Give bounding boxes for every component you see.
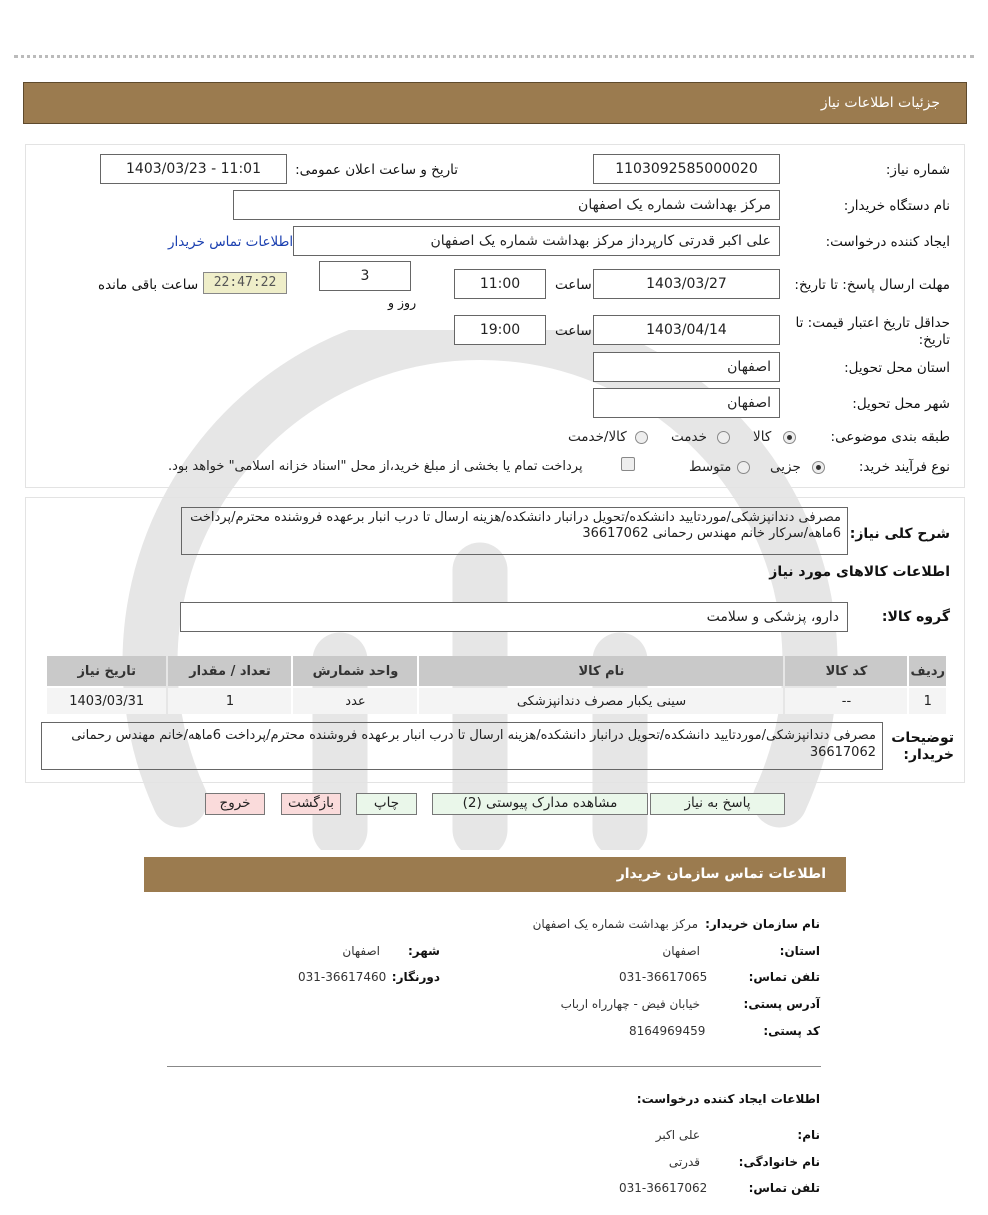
deadline-label: مهلت ارسال پاسخ: تا تاریخ: — [794, 277, 950, 293]
address-label: آدرس پستی: — [743, 997, 820, 1011]
col-row-header: ردیف — [909, 656, 946, 686]
reply-button[interactable]: پاسخ به نیاز — [650, 793, 785, 815]
cell-qty: 1 — [168, 688, 291, 714]
city-label: شهر محل تحویل: — [852, 396, 950, 412]
cell-date: 1403/03/31 — [47, 688, 166, 714]
contact-province-value: اصفهان — [662, 944, 700, 958]
category-radio-both[interactable] — [635, 431, 648, 444]
buyer-notes-label: توضیحات خریدار: — [891, 730, 954, 763]
contact-title: اطلاعات تماس سازمان خریدار — [616, 866, 826, 882]
category-label: طبقه بندی موضوعی: — [830, 429, 950, 445]
col-date-header: تاریخ نیاز — [47, 656, 166, 686]
buyer-contact-link[interactable]: اطلاعات تماس خریدار — [168, 234, 294, 250]
postal-code-value: 8164969459 — [629, 1024, 706, 1038]
goods-table-grid — [45, 654, 948, 716]
org-label: نام سازمان خریدار: — [705, 917, 820, 931]
org-value: مرکز بهداشت شماره یک اصفهان — [532, 917, 698, 931]
cell-code: -- — [785, 688, 907, 714]
city-field[interactable]: اصفهان — [593, 388, 780, 418]
process-label: نوع فرآیند خرید: — [858, 459, 950, 475]
fax-label: دورنگار: — [391, 970, 440, 984]
category-option-both: کالا/خدمت — [568, 429, 627, 445]
creator-label: ایجاد کننده درخواست: — [825, 234, 950, 250]
contact-city-label: شهر: — [408, 944, 440, 958]
col-unit-header: واحد شمارش — [293, 656, 417, 686]
deadline-time-label: ساعت — [555, 277, 592, 293]
description-label: شرح کلی نیاز: — [849, 526, 950, 542]
buyer-field[interactable]: مرکز بهداشت شماره یک اصفهان — [233, 190, 780, 220]
buyer-notes-field[interactable]: مصرفی دندانپزشکی/موردتایید دانشکده/تحویل درانبار دانشکده/هزینه ارسال تا درب انبار برعهده فروشنده محترم/پرداخت 6ماهه/خانم مهندس رحمانی 36617062 — [41, 722, 883, 770]
validity-time-field[interactable]: 19:00 — [454, 315, 546, 345]
category-radio-goods[interactable] — [783, 431, 796, 444]
col-code-header: کد کالا — [785, 656, 907, 686]
days-field[interactable]: 3 — [319, 261, 411, 291]
address-value: خیابان فیض - چهارراه ارباب — [560, 997, 700, 1011]
fax-value: 031-36617460 — [298, 970, 387, 984]
page-title-bar — [23, 82, 967, 124]
table-header-row — [47, 656, 946, 686]
contact-city-value: اصفهان — [342, 944, 380, 958]
page-title: جزئیات اطلاعات نیاز — [820, 95, 940, 111]
process-option-medium: متوسط — [689, 459, 732, 475]
top-dotted-divider — [14, 55, 974, 58]
province-field[interactable]: اصفهان — [593, 352, 780, 382]
cell-name: سینی یکبار مصرف دندانپزشکی — [419, 688, 783, 714]
validity-label: حداقل تاریخ اعتبار قیمت: تا تاریخ: — [795, 315, 950, 348]
back-button[interactable]: بازگشت — [281, 793, 341, 815]
creator-info-heading: اطلاعات ایجاد کننده درخواست: — [636, 1092, 820, 1106]
treasury-checkbox[interactable] — [621, 457, 635, 471]
remaining-timer: 22:47:22 — [203, 272, 287, 294]
col-name-header: نام کالا — [419, 656, 783, 686]
validity-time-label: ساعت — [555, 323, 592, 339]
creator-phone-value: 031-36617062 — [619, 1181, 708, 1195]
treasury-note: پرداخت تمام یا بخشی از مبلغ خرید،از محل "اسناد خزانه اسلامی" خواهد بود. — [168, 459, 583, 474]
view-documents-button[interactable]: مشاهده مدارک پیوستی (2) — [432, 793, 648, 815]
contact-province-label: استان: — [779, 944, 820, 958]
print-button[interactable]: چاپ — [356, 793, 417, 815]
col-qty-header: تعداد / مقدار — [168, 656, 291, 686]
goods-table — [45, 654, 948, 716]
process-radio-small[interactable] — [812, 461, 825, 474]
exit-button[interactable]: خروج — [205, 793, 265, 815]
postal-code-label: کد پستی: — [763, 1024, 820, 1038]
province-label: استان محل تحویل: — [844, 360, 950, 376]
cell-row: 1 — [909, 688, 946, 714]
deadline-time-field[interactable]: 11:00 — [454, 269, 546, 299]
buyer-label: نام دستگاه خریدار: — [843, 198, 950, 214]
creator-family-value: قدرتی — [668, 1155, 700, 1169]
description-field[interactable]: مصرفی دندانپزشکی/موردتایید دانشکده/تحویل درانبار دانشکده/هزینه ارسال تا درب انبار برعهده فروشنده محترم/پرداخت 6ماهه/سرکار خانم مهندس رحمانی 36617062 — [181, 507, 848, 555]
contact-phone-label: تلفن تماس: — [748, 970, 820, 984]
process-radio-medium[interactable] — [737, 461, 750, 474]
announce-date-field[interactable]: 1403/03/23 - 11:01 — [100, 154, 287, 184]
table-row[interactable] — [47, 688, 946, 714]
contact-title-bar — [144, 857, 846, 892]
announce-date-label: تاریخ و ساعت اعلان عمومی: — [295, 162, 458, 178]
creator-family-label: نام خانوادگی: — [738, 1155, 820, 1169]
creator-name-label: نام: — [797, 1128, 820, 1142]
deadline-date-field[interactable]: 1403/03/27 — [593, 269, 780, 299]
goods-heading: اطلاعات کالاهای مورد نیاز — [769, 564, 950, 580]
goods-group-label: گروه کالا: — [881, 609, 950, 625]
creator-name-value: علی اکبر — [655, 1128, 700, 1142]
contact-divider — [167, 1066, 821, 1067]
need-number-field[interactable]: 1103092585000020 — [593, 154, 780, 184]
days-label: روز و — [388, 295, 417, 310]
process-option-small: جزیی — [770, 459, 801, 475]
remaining-label: ساعت باقی مانده — [98, 277, 199, 293]
goods-group-field[interactable]: دارو، پزشکی و سلامت — [180, 602, 848, 632]
category-option-service: خدمت — [671, 429, 707, 445]
creator-phone-label: تلفن تماس: — [748, 1181, 820, 1195]
need-number-label: شماره نیاز: — [885, 162, 950, 178]
category-radio-service[interactable] — [717, 431, 730, 444]
cell-unit: عدد — [293, 688, 417, 714]
contact-phone-value: 031-36617065 — [619, 970, 708, 984]
category-option-goods: کالا — [753, 429, 772, 445]
validity-date-field[interactable]: 1403/04/14 — [593, 315, 780, 345]
creator-field[interactable]: علی اکبر قدرتی کارپرداز مرکز بهداشت شماره یک اصفهان — [293, 226, 780, 256]
